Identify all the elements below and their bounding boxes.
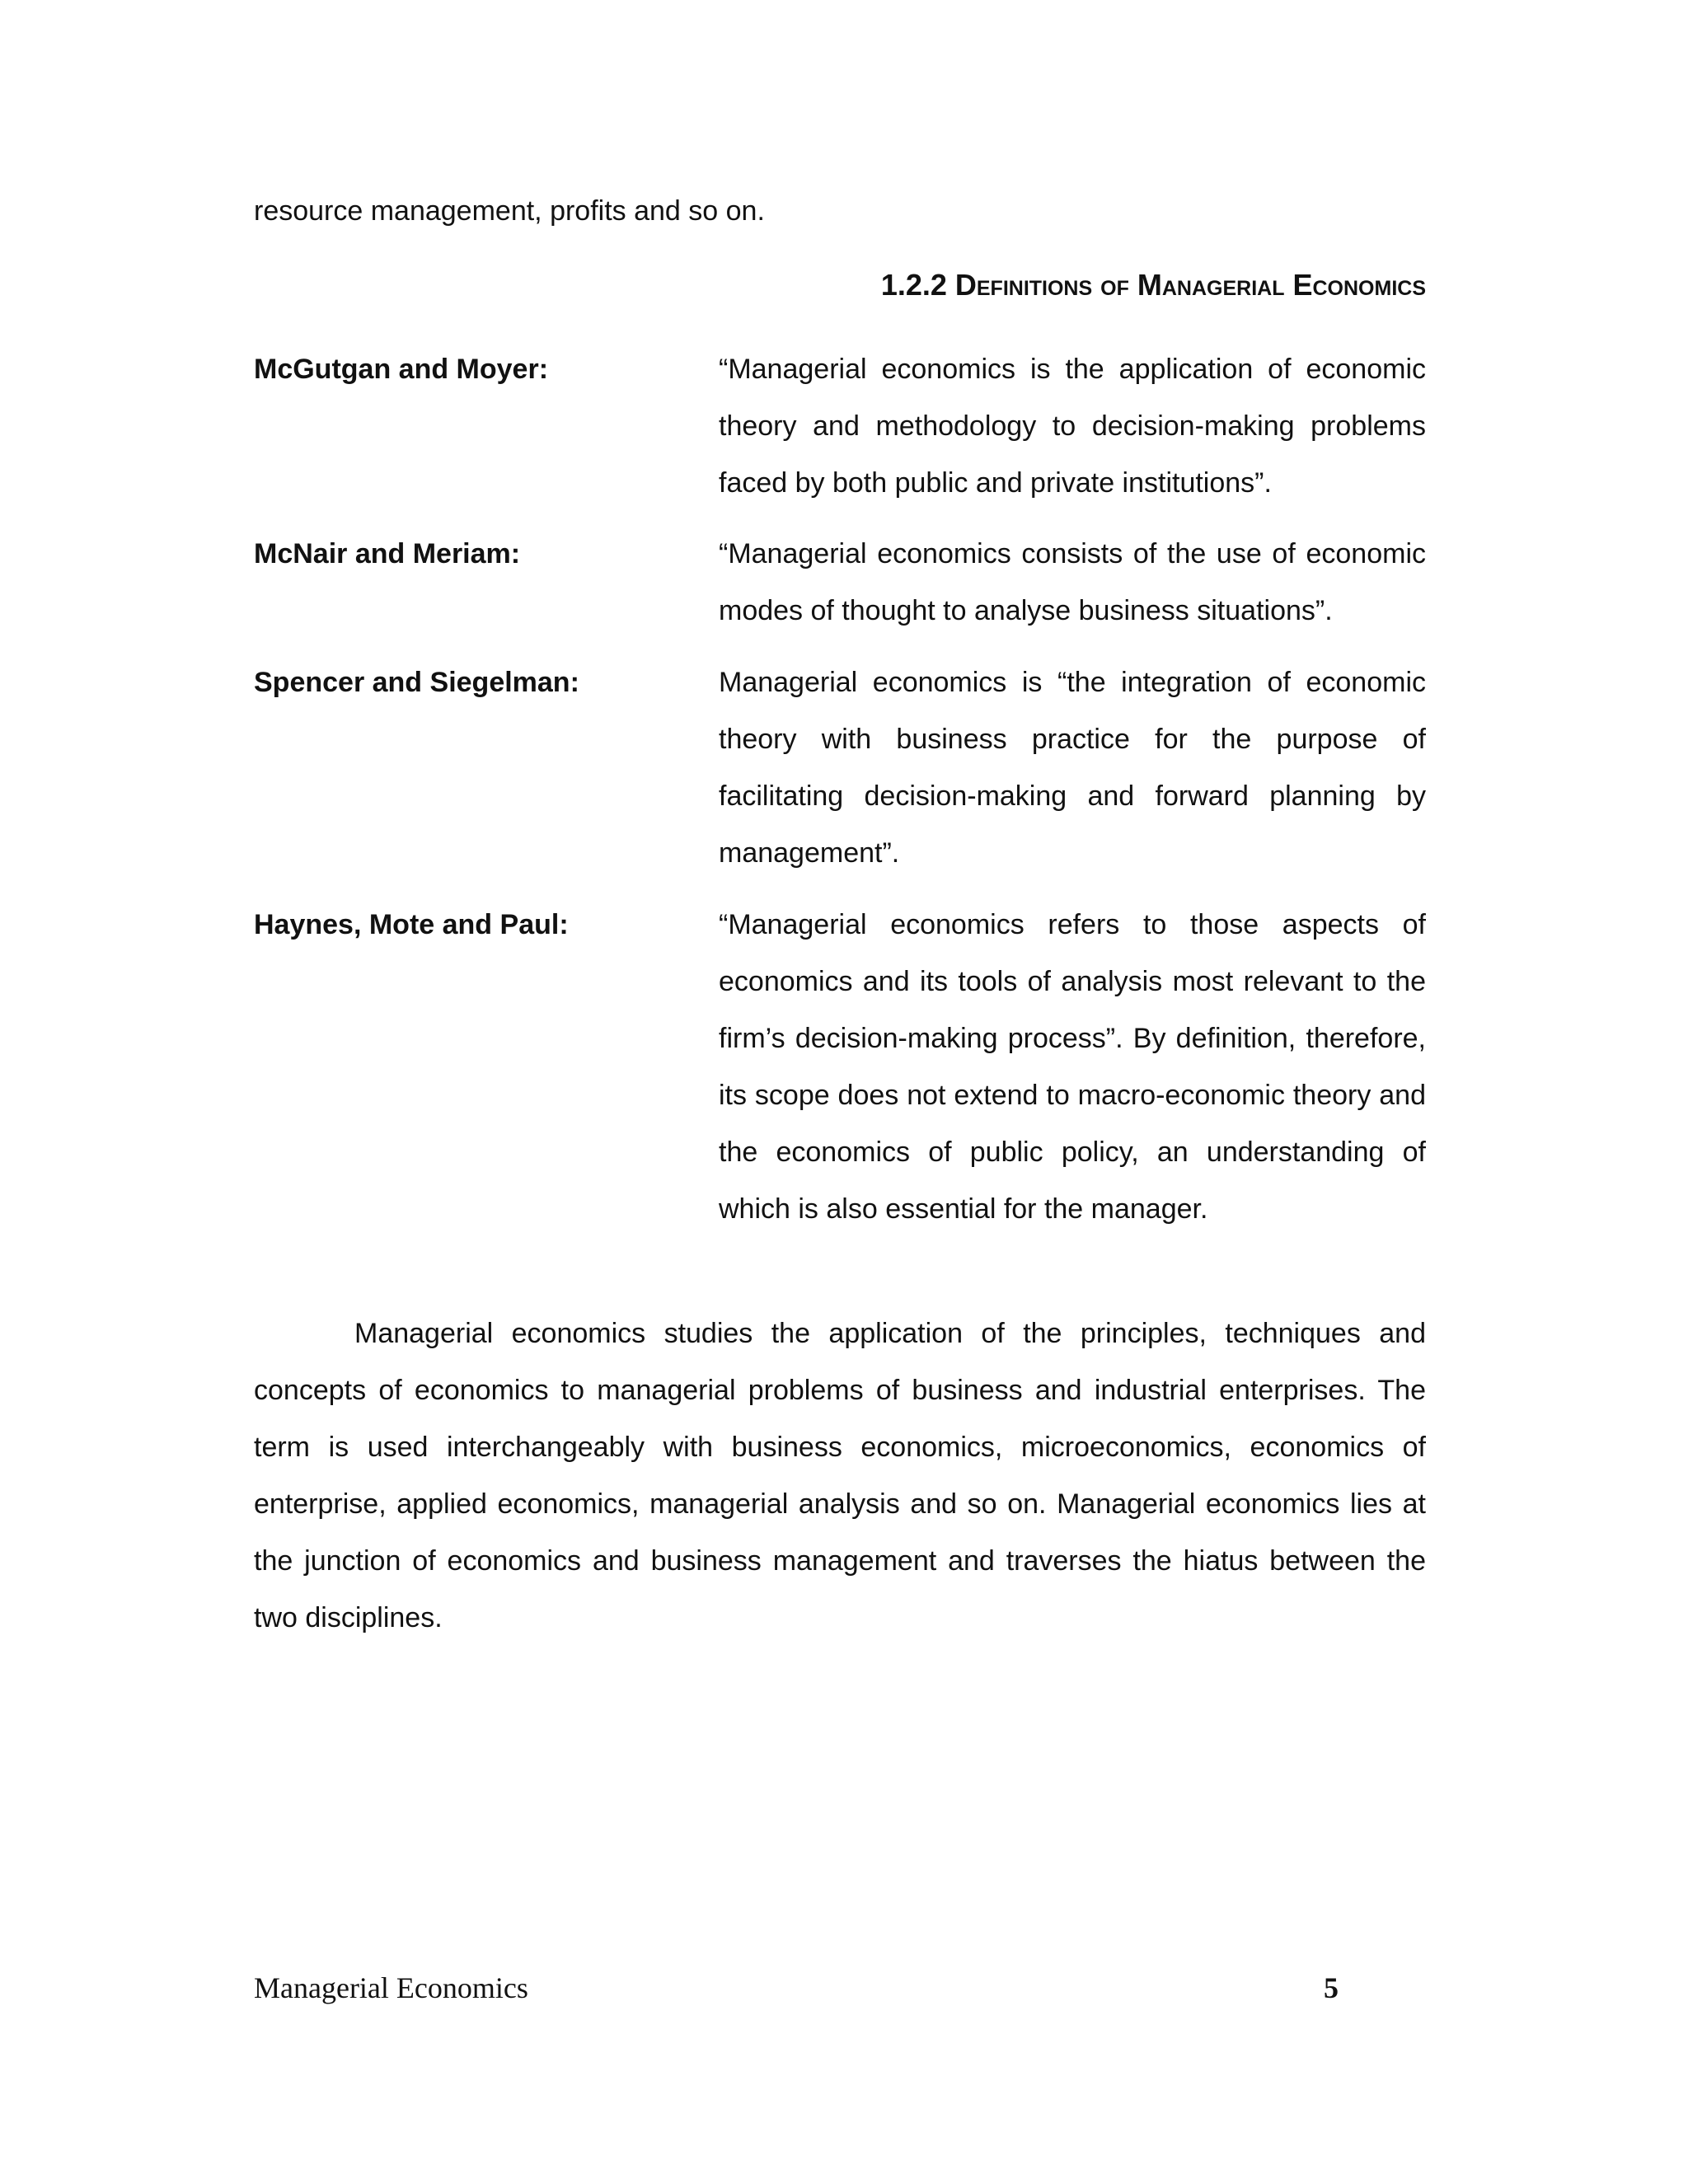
definition-author: McNair and Meriam: xyxy=(254,538,521,569)
body-paragraph: Managerial economics studies the application of the principles, techniques and concepts of economics to managerial problems of business and industrial enterprises. The term is used interchangeably with business economics, microeconomics, economics of enterprise, applied economics, managerial analysis and so on. Managerial economics lies at the junction of economics and business management and traverses the hiatus between the two disciplines. xyxy=(254,1318,1426,1633)
definition-text: “Managerial economics is the application of economic theory and methodology to decision-making problems faced by both public and private institutions”. xyxy=(719,354,1426,499)
section-heading: 1.2.2 Definitions of Managerial Economics xyxy=(880,268,1426,302)
definition-text: Managerial economics is “the integration of economic theory with business practice for the purpose of facilitating decision-making and forward planning by management”. xyxy=(719,667,1426,869)
intro-text: resource management, profits and so on. xyxy=(254,195,765,227)
definition-entry xyxy=(254,654,1426,883)
definition-entry xyxy=(254,897,1426,1296)
definition-author: McGutgan and Moyer: xyxy=(254,354,549,385)
definition-text: “Managerial economics refers to those aspects of economics and its tools of analysis most relevant to the firm’s decision-making process”. By definition, therefore, its scope does not extend to macro-economic theory and the economics of public policy, an understanding of which is also essential for the manager. xyxy=(719,909,1426,1225)
footer-title: Managerial Economics xyxy=(254,1971,528,2004)
definition-entry xyxy=(254,341,1426,514)
definition-text: “Managerial economics consists of the use of economic modes of thought to analyse business situations”. xyxy=(719,538,1426,626)
definition-author: Haynes, Mote and Paul: xyxy=(254,909,569,940)
definition-entry xyxy=(254,526,1426,641)
page-number: 5 xyxy=(1324,1971,1339,2004)
definition-author: Spencer and Siegelman: xyxy=(254,667,579,698)
